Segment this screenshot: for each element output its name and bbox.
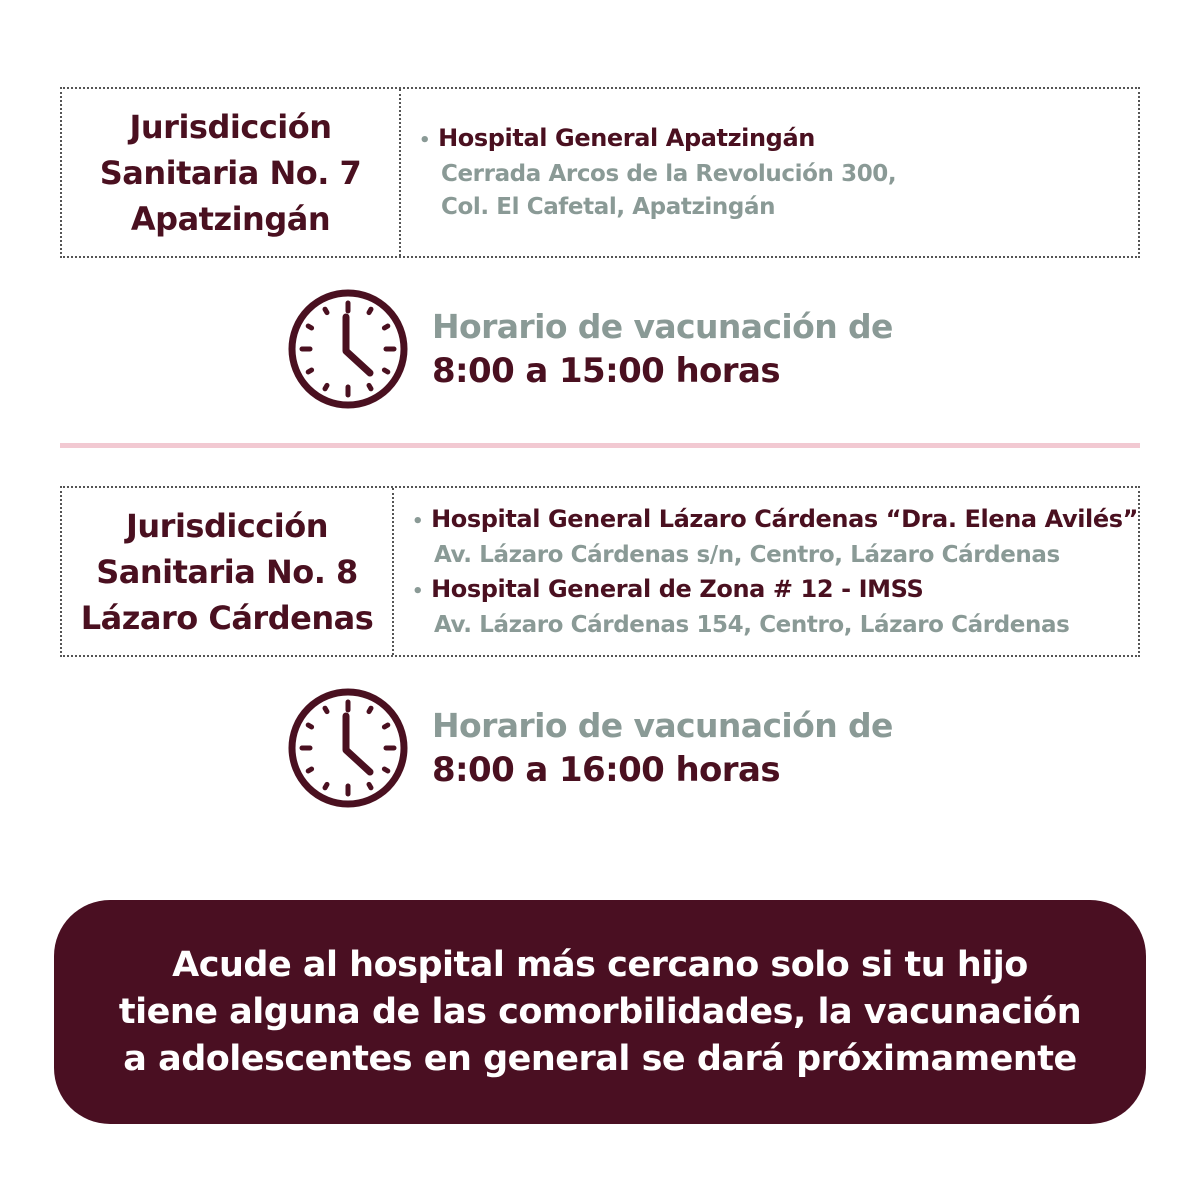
hospital-name: Hospital General de Zona # 12 - IMSS: [431, 574, 924, 603]
hospital-item: [412, 572, 1138, 642]
hospital-address: Av. Lázaro Cárdenas s/n, Centro, Lázaro Cárdenas: [433, 541, 1060, 568]
notice-line: Acude al hospital más cercano solo si tu hijo: [172, 944, 1028, 985]
schedule-hours: 8:00 a 16:00 horas: [432, 750, 780, 790]
bullet-icon: •: [411, 510, 424, 532]
jurisdiction-8-title: [62, 488, 394, 655]
bullet-icon: •: [411, 580, 424, 602]
jurisdiction-title-line: Jurisdicción: [125, 506, 328, 545]
jurisdiction-7-title: [62, 89, 401, 256]
schedule-hours: 8:00 a 15:00 horas: [432, 351, 780, 391]
hospital-address: Cerrada Arcos de la Revolución 300,: [441, 161, 897, 187]
jurisdiction-title-line: Apatzingán: [130, 199, 331, 238]
notice-line: a adolescentes en general se dará próximamente: [123, 1038, 1077, 1079]
schedule-label: Horario de vacunación de: [432, 307, 893, 346]
schedule-8: [286, 686, 986, 810]
clock-icon: [286, 287, 410, 411]
schedule-label: Horario de vacunación de: [432, 706, 893, 745]
hospital-item: [412, 502, 1138, 572]
hospital-item: [419, 121, 1138, 224]
notice-line: tiene alguna de las comorbilidades, la vacunación: [118, 991, 1082, 1032]
section-divider: [60, 443, 1140, 448]
hospital-address: Av. Lázaro Cárdenas 154, Centro, Lázaro Cárdenas: [433, 611, 1070, 638]
hospital-address: Col. El Cafetal, Apatzingán: [441, 194, 776, 220]
notice-banner: [54, 900, 1146, 1124]
bullet-icon: •: [419, 130, 431, 151]
hospital-name: Hospital General Apatzingán: [438, 124, 815, 152]
jurisdiction-title-line: Jurisdicción: [129, 107, 332, 146]
jurisdiction-8-box: [60, 486, 1140, 657]
jurisdiction-8-hospitals: [394, 488, 1138, 655]
jurisdiction-7-hospitals: [401, 89, 1138, 256]
clock-icon: [286, 686, 410, 810]
jurisdiction-title-line: Sanitaria No. 7: [99, 153, 362, 192]
jurisdiction-title-line: Sanitaria No. 8: [96, 552, 358, 591]
schedule-7: [286, 287, 986, 411]
hospital-name: Hospital General Lázaro Cárdenas “Dra. Elena Avilés”: [431, 504, 1138, 533]
jurisdiction-title-line: Lázaro Cárdenas: [80, 598, 374, 637]
jurisdiction-7-box: [60, 87, 1140, 258]
